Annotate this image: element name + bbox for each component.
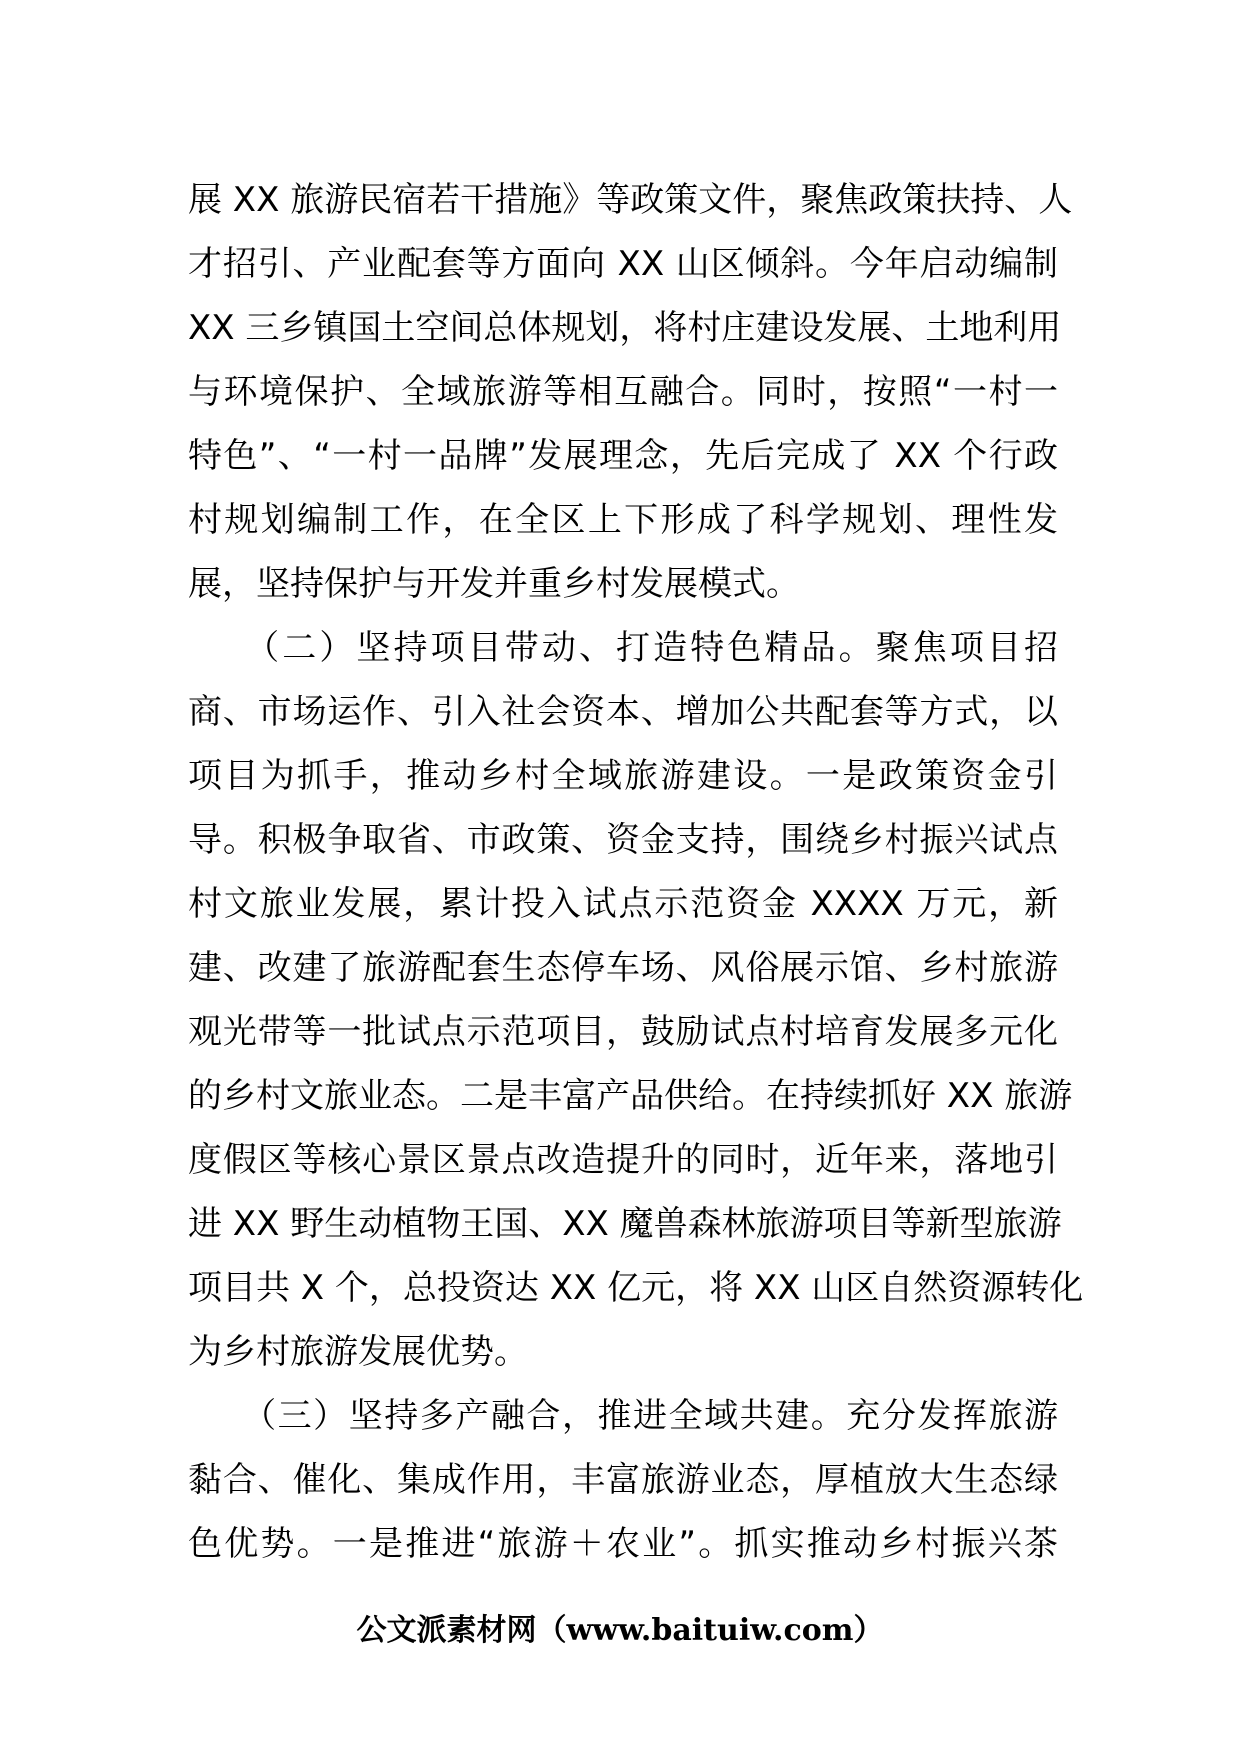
document-body (188, 168, 1084, 1576)
text-line: XX 三乡镇国土空间总体规划，将村庄建设发展、土地利用 (188, 308, 1062, 348)
text-line: 展 XX 旅游民宿若干措施》等政策文件，聚焦政策扶持、人 (188, 180, 1073, 220)
text-line: 特色”、“一村一品牌”发展理念，先后完成了 XX 个行政 (188, 436, 1058, 476)
text-line: 观光带等一批试点示范项目，鼓励试点村培育发展多元化 (188, 1012, 1058, 1052)
text-line: 的乡村文旅业态。二是丰富产品供给。在持续抓好 XX 旅游 (188, 1076, 1073, 1116)
text-line: 色优势。一是推进“旅游＋农业”。抓实推动乡村振兴茶 (188, 1524, 1058, 1564)
text-line: 村规划编制工作，在全区上下形成了科学规划、理性发 (188, 500, 1058, 540)
text-line: 导。积极争取省、市政策、资金支持，围绕乡村振兴试点 (188, 820, 1058, 860)
text-line: （二）坚持项目带动、打造特色精品。聚焦项目招 (188, 628, 1058, 668)
text-line: （三）坚持多产融合，推进全域共建。充分发挥旅游 (188, 1396, 1058, 1436)
text-line: 商、市场运作、引入社会资本、增加公共配套等方式，以 (188, 692, 1058, 732)
text-line: 才招引、产业配套等方面向 XX 山区倾斜。今年启动编制 (188, 244, 1058, 284)
text-line: 与环境保护、全域旅游等相互融合。同时，按照“一村一 (188, 372, 1058, 412)
text-line: 为乡村旅游发展优势。 (188, 1332, 528, 1372)
text-line: 度假区等核心景区景点改造提升的同时，近年来，落地引 (188, 1140, 1058, 1180)
text-line: 进 XX 野生动植物王国、XX 魔兽森林旅游项目等新型旅游 (188, 1204, 1062, 1244)
text-line: 展，坚持保护与开发并重乡村发展模式。 (188, 564, 800, 604)
text-line: 黏合、催化、集成作用，丰富旅游业态，厚植放大生态绿 (188, 1460, 1058, 1500)
text-line: 建、改建了旅游配套生态停车场、风俗展示馆、乡村旅游 (188, 948, 1058, 988)
text-line: 村文旅业发展，累计投入试点示范资金 XXXX 万元，新 (188, 884, 1058, 924)
footer-watermark: 公文派素材网（www.baituiw.com） (356, 1613, 884, 1648)
text-line: 项目共 X 个，总投资达 XX 亿元，将 XX 山区自然资源转化 (188, 1268, 1084, 1308)
text-line: 项目为抓手，推动乡村全域旅游建设。一是政策资金引 (188, 756, 1058, 796)
